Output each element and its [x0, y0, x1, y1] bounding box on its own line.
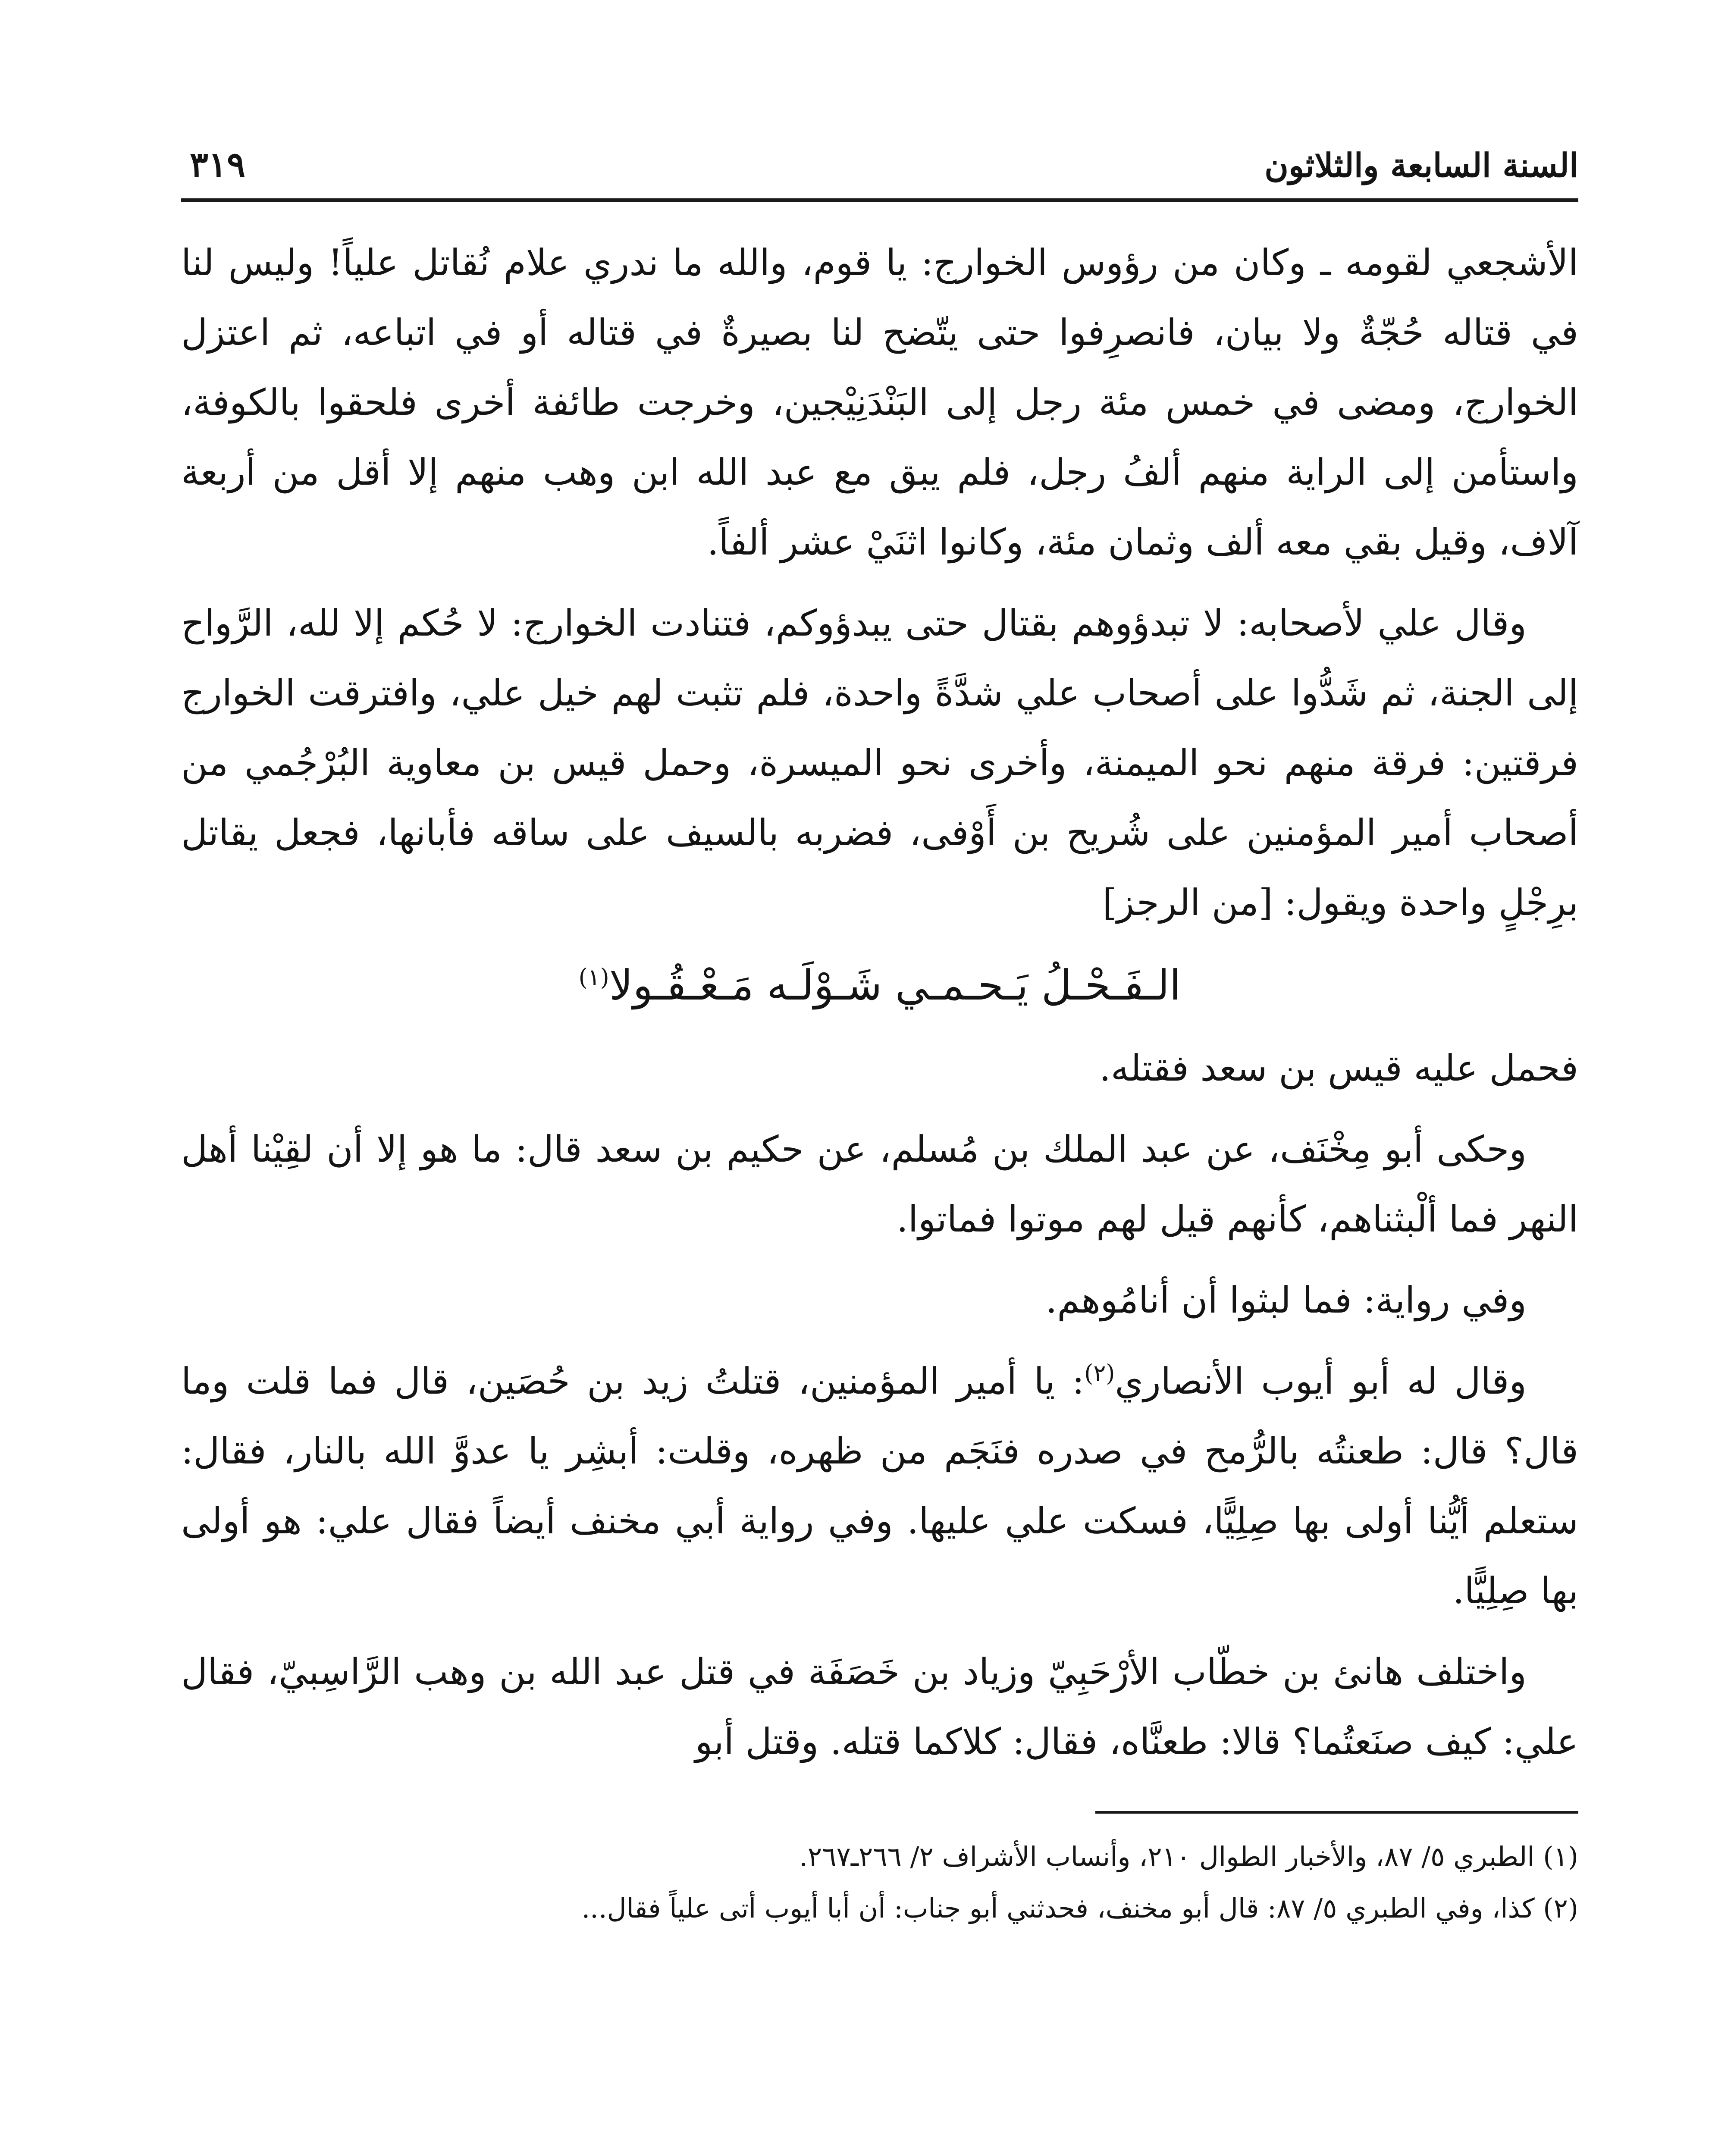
paragraph: فحمل عليه قيس بن سعد فقتله. [1099, 1047, 1578, 1089]
footnotes [181, 1831, 1578, 1934]
verse-text: الـفَـحْـلُ يَـحـمـي شَـوْلَـه مَـعْـقُـولا [609, 961, 1181, 1009]
running-title: السنة السابعة والثلاثون [1264, 146, 1578, 185]
footnote: (٢) كذا، وفي الطبري ٥/ ٨٧: قال أبو مخنف، فحدثني أبو جناب: أن أبا أيوب أتى علياً فقال... [581, 1893, 1578, 1924]
paragraph: واختلف هانئ بن خطّاب الأرْحَبِيّ وزياد بن خَصَفَة في قتل عبد الله بن وهب الرَّاسِبيّ، فقال علي: كيف صنَعتُما؟ قالا: طعنَّاه، فقال: كلاكما قتله. وقتل أبو [181, 1651, 1578, 1763]
footnote: (١) الطبري ٥/ ٨٧، والأخبار الطوال ٢١٠، وأنساب الأشراف ٢/ ٢٦٦ـ٢٦٧. [799, 1841, 1578, 1872]
paragraph: وحكى أبو مِخْنَف، عن عبد الملك بن مُسلم، عن حكيم بن سعد قال: ما هو إلا أن لقِيْنا أهل النهر فما ألْبثناهم، كأنهم قيل لهم موتوا فماتوا. [181, 1128, 1578, 1240]
paragraph-text: وقال له أبو أيوب الأنصاري [1115, 1360, 1527, 1402]
footnote-reference[interactable]: (٢) [1084, 1360, 1115, 1387]
paragraph-text: : يا أمير المؤمنين، قتلتُ زيد بن حُصَين، قال فما قلت وما قال؟ قال: طعنتُه بالرُّمح في صدره فنَجَم من ظهره، وقلت: أبشِر يا عدوَّ الله بالنار، فقال: ستعلم أيُّنا أولى بها صِلِيًّا، فسكت علي عليها. وفي رواية أبي مخنف أيضاً فقال علي: هو أولى بها صِلِيًّا. [181, 1360, 1578, 1612]
verse-line [181, 949, 1578, 1022]
page-number: ٣١٩ [190, 144, 245, 185]
book-page [181, 112, 1578, 2156]
paragraph: وقال علي لأصحابه: لا تبدؤوهم بقتال حتى يبدؤوكم، فتنادت الخوارج: لا حُكم إلا لله، الرَّواح إلى الجنة، ثم شَدُّوا على أصحاب علي شدَّةً واحدة، فلم تثبت لهم خيل علي، وافترقت الخوارج فرقتين: فرقة منهم نحو الميمنة، وأخرى نحو الميسرة، وحمل قيس بن معاوية البُرْجُمي من أصحاب أمير المؤمنين على شُريح بن أَوْفى، فضربه بالسيف على ساقه فأبانها، فجعل يقاتل برِجْلٍ واحدة ويقول: [من الرجز] [181, 602, 1579, 924]
footnote-divider [1095, 1811, 1578, 1814]
running-header [181, 112, 1578, 202]
footnote-reference[interactable]: (١) [578, 964, 609, 991]
paragraph: وفي رواية: فما لبثوا أن أنامُوهم. [1045, 1279, 1527, 1321]
paragraph: الأشجعي لقومه ـ وكان من رؤوس الخوارج: يا قوم، والله ما ندري علام نُقاتل علياً! وليس لنا في قتاله حُجّةٌ ولا بيان، فانصرِفوا حتى يتّضح لنا بصيرةٌ في قتاله أو في اتباعه، ثم اعتزل الخوارج، ومضى في خمس مئة رجل إلى البَنْدَنِيْجين، وخرجت طائفة أخرى فلحقوا بالكوفة، واستأمن إلى الراية منهم ألفُ رجل، فلم يبق مع عبد الله ابن وهب منهم إلا أقل من أربعة آلاف، وقيل بقي معه ألف وثمان مئة، وكانوا اثنَيْ عشر ألفاً. [181, 241, 1578, 563]
paragraph [181, 1346, 1578, 1626]
main-text [181, 228, 1578, 1777]
